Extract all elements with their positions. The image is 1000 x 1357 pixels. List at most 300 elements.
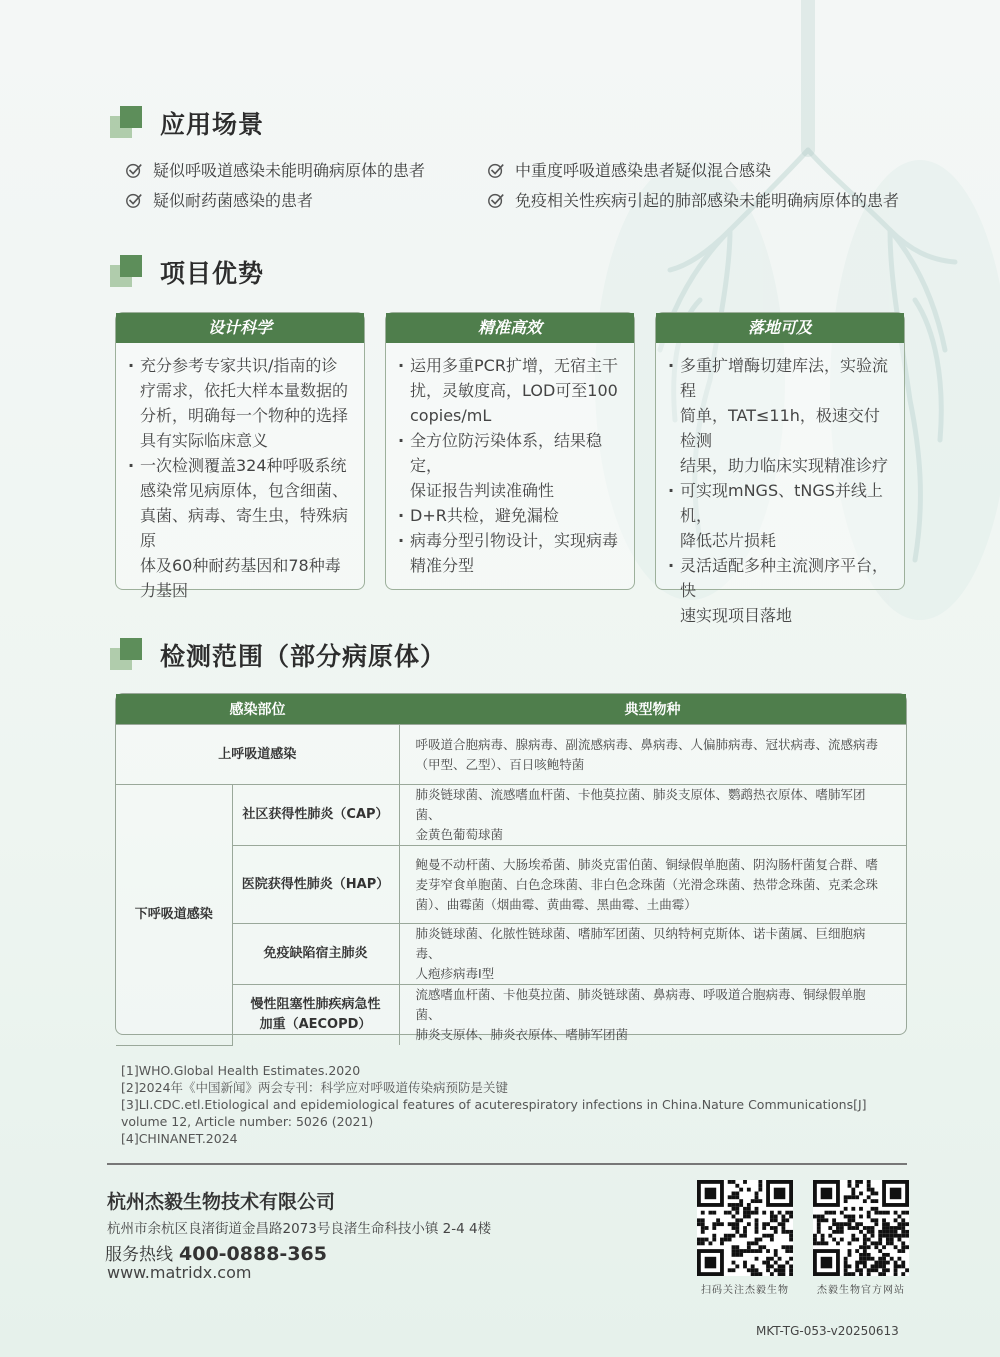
qr-module <box>863 1199 867 1203</box>
qr-module <box>878 1241 882 1245</box>
qr-module <box>724 1234 728 1238</box>
qr-module <box>897 1226 901 1230</box>
qr-module <box>859 1268 863 1272</box>
qr-module <box>874 1245 878 1249</box>
qr-module <box>855 1222 859 1226</box>
qr-module <box>739 1188 743 1192</box>
qr-module <box>874 1261 878 1265</box>
qr-module <box>716 1222 720 1226</box>
qr-module <box>882 1211 886 1215</box>
qr-module <box>863 1238 867 1242</box>
qr-module <box>770 1226 774 1230</box>
qr-module <box>785 1245 789 1249</box>
section-header-advantages <box>110 254 264 290</box>
card-line: · 一次检测覆盖324种呼吸系统 <box>140 456 347 475</box>
qr-module <box>851 1272 855 1276</box>
qr-module <box>758 1180 762 1184</box>
qr-module <box>755 1241 759 1245</box>
species-line: （甲型、乙型）、百日咳鲍特菌 <box>415 756 585 772</box>
qr-module <box>781 1268 785 1272</box>
qr-module <box>825 1241 829 1245</box>
qr-module <box>762 1245 766 1249</box>
qr-module <box>732 1253 736 1257</box>
card-bullet <box>400 503 620 528</box>
qr-module <box>894 1272 898 1276</box>
section-title: 项目优势 <box>160 259 265 288</box>
qr-module <box>751 1264 755 1268</box>
qr-module <box>766 1268 770 1272</box>
qr-module <box>781 1226 785 1230</box>
qr-module <box>886 1253 890 1257</box>
qr-module <box>728 1238 732 1242</box>
qr-module <box>724 1211 728 1215</box>
qr-module <box>878 1272 882 1276</box>
qr-module <box>743 1230 747 1234</box>
qr-module <box>890 1234 894 1238</box>
site-cell: 下呼吸道感染 <box>116 785 232 1046</box>
qr-module <box>778 1211 782 1215</box>
subsite-cell <box>232 785 399 846</box>
qr-module <box>832 1230 836 1234</box>
qr-module <box>781 1230 785 1234</box>
species-line: 肺炎链球菌、流感嗜血杆菌、卡他莫拉菌、肺炎支原体、鹦鹉热衣原体、嗜肺军团菌、 <box>415 787 866 822</box>
qr-module <box>755 1249 759 1253</box>
subsite-cell <box>232 924 399 985</box>
qr-module <box>894 1226 898 1230</box>
qr-module <box>851 1215 855 1219</box>
qr-module <box>774 1230 778 1234</box>
hotline-label: 服务热线 <box>105 1245 173 1265</box>
qr-module <box>867 1195 871 1199</box>
qr-module <box>874 1211 878 1215</box>
qr-module <box>758 1184 762 1188</box>
qr-module <box>732 1215 736 1219</box>
card-bullet <box>130 453 350 603</box>
qr-module <box>774 1226 778 1230</box>
qr-module <box>758 1238 762 1242</box>
species-line: 肺炎链球菌、化脓性链球菌、嗜肺军团菌、贝纳特柯克斯体、诺卡菌属、巨细胞病毒、 <box>415 926 866 961</box>
qr-module <box>848 1249 852 1253</box>
card-line: 精准分型 <box>410 556 475 575</box>
qr-module <box>735 1195 739 1199</box>
qr-module <box>739 1218 743 1222</box>
table-row <box>116 985 906 1046</box>
qr-module <box>894 1245 898 1249</box>
qr-module <box>871 1226 875 1230</box>
qr-module <box>774 1218 778 1222</box>
qr-module <box>863 1241 867 1245</box>
qr-module <box>747 1222 751 1226</box>
qr-module <box>743 1264 747 1268</box>
qr-module <box>701 1238 705 1242</box>
table-header-species: 典型物种 <box>399 694 906 725</box>
qr-module <box>890 1226 894 1230</box>
qr-module <box>897 1257 901 1261</box>
qr-module <box>785 1218 789 1222</box>
qr-module <box>813 1215 817 1219</box>
qr-module <box>758 1249 762 1253</box>
website-link[interactable]: www.matridx.com <box>107 1263 252 1282</box>
qr-module <box>878 1211 882 1215</box>
qr-module <box>701 1226 705 1230</box>
card-title: 设计科学 <box>116 313 364 343</box>
qr-module <box>901 1234 905 1238</box>
qr-module <box>720 1222 724 1226</box>
qr-module <box>735 1203 739 1207</box>
qr-module <box>785 1261 789 1265</box>
qr-module <box>859 1180 863 1184</box>
table-row <box>116 846 906 924</box>
qr-finder <box>705 1188 717 1200</box>
qr-module <box>855 1249 859 1253</box>
qr-module <box>894 1234 898 1238</box>
species-line: 呼吸道合胞病毒、腺病毒、副流感病毒、鼻病毒、人偏肺病毒、冠状病毒、流感病毒 <box>415 736 879 752</box>
qr-module <box>701 1218 705 1222</box>
qr-module <box>716 1218 720 1222</box>
qr-module <box>747 1215 751 1219</box>
company-address: 杭州市余杭区良渚街道金昌路2073号良渚生命科技小镇 2-4 4楼 <box>107 1221 492 1237</box>
qr-module <box>871 1192 875 1196</box>
qr-module <box>886 1222 890 1226</box>
qr-module <box>755 1272 759 1276</box>
card-line: · 多重扩增酶切建库法，实验流程 <box>680 356 889 400</box>
qr-module <box>901 1264 905 1268</box>
qr-module <box>859 1230 863 1234</box>
qr-module <box>739 1234 743 1238</box>
species-cell <box>399 924 906 985</box>
qr-module <box>785 1249 789 1253</box>
qr-module <box>878 1261 882 1265</box>
qr-module <box>778 1257 782 1261</box>
qr-module <box>848 1184 852 1188</box>
qr-module <box>828 1211 832 1215</box>
section-header-scope <box>110 637 446 673</box>
qr-module <box>867 1226 871 1230</box>
section-header-scenarios <box>110 105 264 141</box>
qr-module <box>905 1268 909 1272</box>
qr-module <box>762 1234 766 1238</box>
qr-module <box>735 1192 739 1196</box>
qr-module <box>874 1192 878 1196</box>
qr-module <box>755 1257 759 1261</box>
qr-module <box>859 1253 863 1257</box>
qr-module <box>882 1253 886 1257</box>
qr-module <box>836 1241 840 1245</box>
qr-module <box>817 1215 821 1219</box>
qr-module <box>774 1253 778 1257</box>
qr-module <box>732 1261 736 1265</box>
qr-module <box>747 1211 751 1215</box>
qr-module <box>774 1249 778 1253</box>
qr-module <box>751 1199 755 1203</box>
card-line: 降低芯片损耗 <box>680 531 777 550</box>
card-line: · 病毒分型引物设计，实现病毒 <box>410 531 619 550</box>
qr-module <box>747 1249 751 1253</box>
section-bullet-icon <box>110 638 144 672</box>
qr-module <box>705 1226 709 1230</box>
qr-module <box>813 1241 817 1245</box>
card-title: 落地可及 <box>656 313 904 343</box>
qr-module <box>901 1245 905 1249</box>
qr-module <box>720 1238 724 1242</box>
qr-module <box>739 1203 743 1207</box>
qr-module <box>844 1199 848 1203</box>
qr-module <box>735 1218 739 1222</box>
qr-module <box>732 1180 736 1184</box>
qr-module <box>770 1238 774 1242</box>
qr-module <box>728 1195 732 1199</box>
qr-module <box>882 1268 886 1272</box>
qr-module <box>701 1211 705 1215</box>
qr-module <box>855 1238 859 1242</box>
scenario-item <box>487 158 771 181</box>
qr-module <box>751 1272 755 1276</box>
qr-module <box>867 1211 871 1215</box>
qr-module <box>901 1241 905 1245</box>
qr-module <box>701 1230 705 1234</box>
qr-module <box>867 1215 871 1219</box>
card-line: 具有实际临床意义 <box>140 431 269 450</box>
qr-module <box>851 1234 855 1238</box>
qr-module <box>867 1238 871 1242</box>
qr-module <box>851 1188 855 1192</box>
qr-module <box>863 1245 867 1249</box>
qr-module <box>762 1226 766 1230</box>
qr-module <box>871 1188 875 1192</box>
qr-module <box>844 1268 848 1272</box>
card-bullet <box>670 553 890 628</box>
qr-module <box>766 1249 770 1253</box>
qr-module <box>855 1261 859 1265</box>
qr-module <box>697 1218 701 1222</box>
qr-module <box>840 1230 844 1234</box>
qr-module <box>817 1218 821 1222</box>
card-line: 结果，助力临床实现精准诊疗 <box>680 456 889 475</box>
qr-module <box>755 1238 759 1242</box>
qr-module <box>732 1249 736 1253</box>
qr-module <box>832 1211 836 1215</box>
qr-module <box>882 1218 886 1222</box>
subsite-line: 慢性阻塞性肺疾病急性 <box>250 997 381 1012</box>
qr-module <box>871 1234 875 1238</box>
qr-module <box>867 1253 871 1257</box>
card-bullet <box>400 428 620 503</box>
hotline-number: 400-0888-365 <box>179 1243 327 1265</box>
qr-module <box>844 1222 848 1226</box>
qr-module <box>844 1215 848 1219</box>
qr-module <box>871 1264 875 1268</box>
qr-module <box>859 1192 863 1196</box>
qr-module <box>855 1264 859 1268</box>
table-row <box>116 924 906 985</box>
qr-caption: 杰毅生物官方网站 <box>817 1285 905 1296</box>
qr-module <box>732 1226 736 1230</box>
scenario-item <box>487 188 899 211</box>
card-line: 保证报告判读准确性 <box>410 481 555 500</box>
qr-module <box>778 1268 782 1272</box>
qr-module <box>886 1241 890 1245</box>
qr-module <box>821 1238 825 1242</box>
card-bullet <box>400 528 620 578</box>
qr-module <box>755 1192 759 1196</box>
qr-module <box>859 1245 863 1249</box>
card-line: · D+R共检，避免漏检 <box>410 506 559 525</box>
qr-module <box>755 1211 759 1215</box>
qr-module <box>863 1253 867 1257</box>
qr-module <box>789 1268 793 1272</box>
qr-module <box>901 1211 905 1215</box>
qr-module <box>743 1249 747 1253</box>
qr-module <box>728 1211 732 1215</box>
qr-module <box>901 1272 905 1276</box>
qr-module <box>789 1245 793 1249</box>
qr-module <box>735 1249 739 1253</box>
qr-module <box>890 1241 894 1245</box>
scenario-text: 免疫相关性疾病引起的肺部感染未能明确病原体的患者 <box>515 191 900 210</box>
qr-module <box>863 1234 867 1238</box>
qr-module <box>840 1222 844 1226</box>
qr-module <box>871 1199 875 1203</box>
qr-module <box>770 1215 774 1219</box>
qr-code-website[interactable] <box>813 1180 909 1276</box>
qr-finder <box>821 1188 833 1200</box>
scenario-text: 疑似耐药菌感染的患者 <box>153 191 314 210</box>
qr-module <box>766 1257 770 1261</box>
qr-module <box>709 1211 713 1215</box>
qr-code-wechat[interactable] <box>697 1180 793 1276</box>
card-bullet <box>670 478 890 553</box>
qr-module <box>867 1268 871 1272</box>
species-cell <box>399 985 906 1046</box>
qr-module <box>878 1264 882 1268</box>
section-title: 检测范围（部分病原体） <box>160 642 447 671</box>
card-line: copies/mL <box>410 406 492 425</box>
qr-module <box>781 1264 785 1268</box>
species-cell <box>399 846 906 924</box>
qr-module <box>751 1268 755 1272</box>
card-line: 真菌、病毒、寄生虫，特殊病原 <box>140 506 349 550</box>
qr-module <box>882 1230 886 1234</box>
qr-module <box>867 1257 871 1261</box>
qr-module <box>882 1272 886 1276</box>
card-line: 力基因 <box>140 581 189 600</box>
qr-module <box>755 1222 759 1226</box>
qr-module <box>817 1222 821 1226</box>
qr-module <box>897 1249 901 1253</box>
qr-module <box>894 1264 898 1268</box>
qr-module <box>732 1222 736 1226</box>
qr-module <box>874 1222 878 1226</box>
species-line: 鲍曼不动杆菌、大肠埃希菌、肺炎克雷伯菌、铜绿假单胞菌、阴沟肠杆菌复合群、嗜 <box>415 856 879 872</box>
card-bullet <box>670 353 890 478</box>
qr-module <box>732 1195 736 1199</box>
qr-caption: 扫码关注杰毅生物 <box>701 1285 789 1296</box>
qr-module <box>897 1264 901 1268</box>
qr-module <box>867 1272 871 1276</box>
qr-module <box>817 1241 821 1245</box>
qr-module <box>747 1245 751 1249</box>
qr-module <box>813 1238 817 1242</box>
species-line: 人疱疹病毒Ⅰ型 <box>415 966 495 981</box>
subsite-cell <box>232 846 399 924</box>
qr-module <box>774 1268 778 1272</box>
qr-module <box>755 1268 759 1272</box>
qr-module <box>766 1234 770 1238</box>
qr-module <box>747 1241 751 1245</box>
qr-module <box>697 1238 701 1242</box>
qr-module <box>781 1222 785 1226</box>
qr-module <box>817 1230 821 1234</box>
qr-module <box>844 1207 848 1211</box>
qr-finder <box>890 1188 902 1200</box>
card-bullet <box>130 353 350 453</box>
qr-module <box>755 1199 759 1203</box>
qr-module <box>697 1241 701 1245</box>
card-line: · 充分参考专家共识/指南的诊 <box>140 356 338 375</box>
species-cell <box>399 785 906 846</box>
qr-module <box>848 1218 852 1222</box>
card-line: 扰，灵敏度高，LOD可至100 <box>410 381 618 400</box>
qr-module <box>712 1222 716 1226</box>
qr-module <box>766 1264 770 1268</box>
qr-module <box>886 1226 890 1230</box>
card-line: 分析，明确每一个物种的选择 <box>140 406 349 425</box>
qr-module <box>897 1238 901 1242</box>
qr-module <box>755 1230 759 1234</box>
qr-module <box>743 1234 747 1238</box>
qr-module <box>789 1211 793 1215</box>
qr-module <box>758 1199 762 1203</box>
species-line: 肺炎支原体、肺炎衣原体、嗜肺军团菌 <box>415 1027 629 1042</box>
qr-module <box>878 1249 882 1253</box>
card-line: · 可实现mNGS、tNGS并线上机， <box>680 481 883 525</box>
qr-module <box>901 1249 905 1253</box>
qr-module <box>836 1230 840 1234</box>
qr-module <box>863 1226 867 1230</box>
qr-module <box>789 1257 793 1261</box>
qr-module <box>882 1234 886 1238</box>
qr-module <box>863 1249 867 1253</box>
qr-module <box>886 1261 890 1265</box>
qr-module <box>735 1222 739 1226</box>
qr-module <box>855 1180 859 1184</box>
qr-module <box>697 1222 701 1226</box>
qr-module <box>720 1241 724 1245</box>
qr-module <box>894 1230 898 1234</box>
card-line: 感染常见病原体，包含细菌、 <box>140 481 349 500</box>
qr-module <box>867 1188 871 1192</box>
scenario-item <box>125 188 313 211</box>
qr-module <box>859 1222 863 1226</box>
qr-module <box>840 1211 844 1215</box>
qr-module <box>732 1192 736 1196</box>
card-line: · 灵活适配多种主流测序平台，快 <box>680 556 889 600</box>
qr-module <box>905 1211 909 1215</box>
document-code: MKT-TG-053-v20250613 <box>756 1324 899 1338</box>
qr-module <box>851 1207 855 1211</box>
qr-module <box>844 1195 848 1199</box>
qr-module <box>882 1257 886 1261</box>
qr-module <box>844 1264 848 1268</box>
qr-module <box>890 1238 894 1242</box>
qr-module <box>821 1215 825 1219</box>
qr-module <box>905 1234 909 1238</box>
table-row <box>116 725 906 785</box>
qr-module <box>762 1261 766 1265</box>
reference-line: [3]LI.CDC.etl.Etiological and epidemiological features of acuterespiratory infections in China.Nature Communications[J] <box>121 1097 867 1112</box>
reference-line: [1]WHO.Global Health Estimates.2020 <box>121 1063 361 1078</box>
qr-module <box>832 1218 836 1222</box>
